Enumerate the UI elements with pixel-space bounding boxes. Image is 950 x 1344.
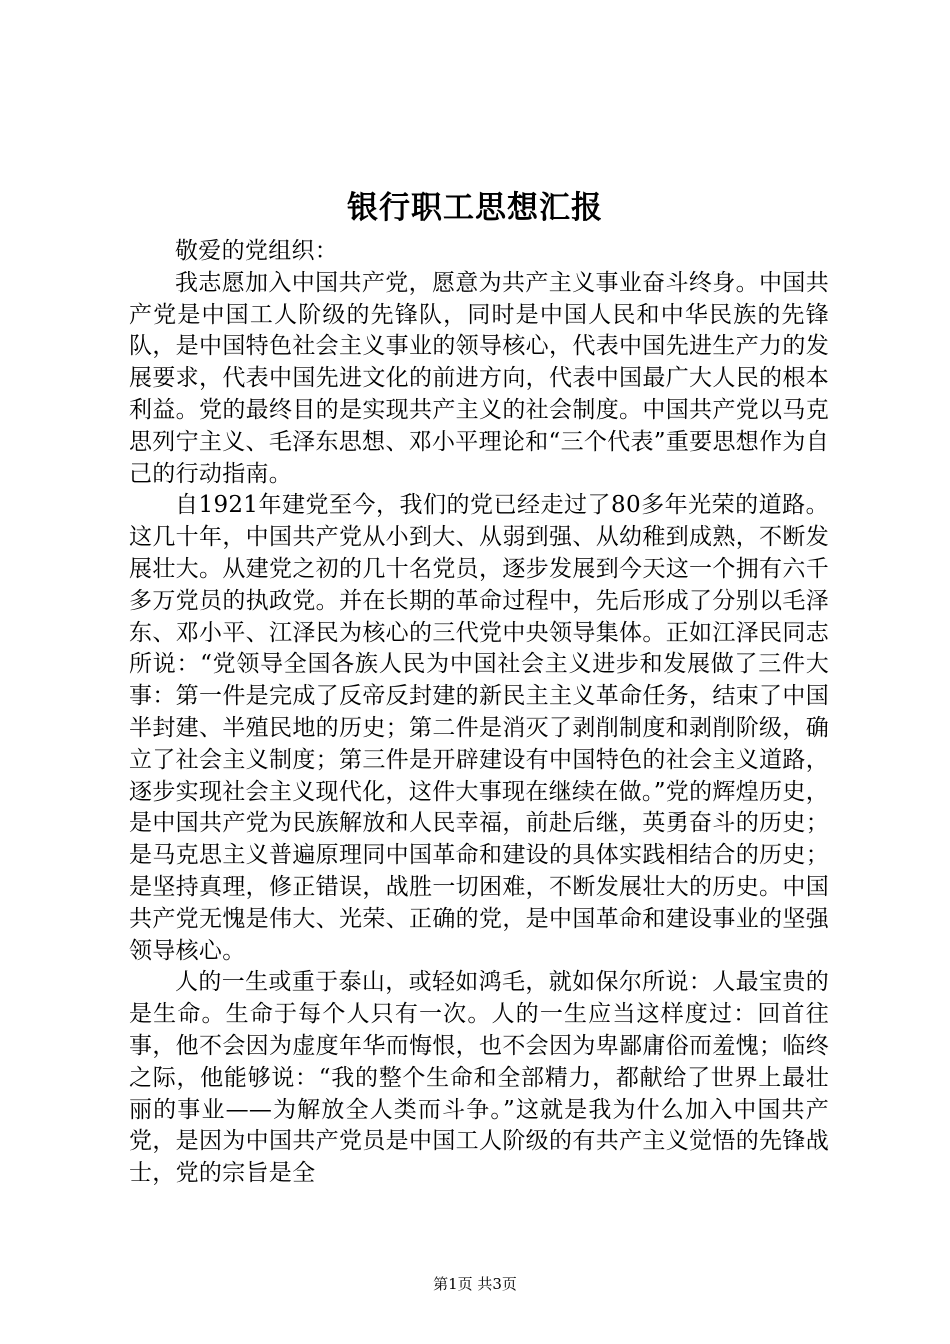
document-body	[129, 236, 829, 1190]
paragraph-1: 我志愿加入中国共产党，愿意为共产主义事业奋斗终身。中国共产党是中国工人阶级的先锋队，同时是中国人民和中华民族的先锋队，是中国特色社会主义事业的领导核心，代表中国先进生产力的发展要求，代表中国先进文化的前进方向，代表中国最广大人民的根本利益。党的最终目的是实现共产主义的社会制度。中国共产党以马克思列宁主义、毛泽东思想、邓小平理论和“三个代表”重要思想作为自己的行动指南。	[129, 269, 829, 487]
salutation: 敬爱的党组织：	[175, 238, 339, 264]
paragraph-3: 人的一生或重于泰山，或轻如鸿毛，就如保尔所说：人最宝贵的是生命。生命于每个人只有一次。人的一生应当这样度过：回首往事，他不会因为虚度年华而悔恨，也不会因为卑鄙庸俗而羞愧；临终之际，他能够说：“我的整个生命和全部精力，都献给了世界上最壮丽的事业——为解放全人类而斗争。”这就是我为什么加入中国共产党，是因为中国共产党员是中国工人阶级的有共产主义觉悟的先锋战士，党的宗旨是全	[129, 969, 829, 1187]
page-footer: 第1页 共3页	[433, 1275, 517, 1293]
paragraph-2: 自1921年建党至今，我们的党已经走过了80多年光荣的道路。这几十年，中国共产党从小到大、从弱到强、从幼稚到成熟，不断发展壮大。从建党之初的几十名党员，逐步发展到今天这一个拥有六千多万党员的执政党。并在长期的革命过程中，先后形成了分别以毛泽东、邓小平、江泽民为核心的三代党中央领导集体。正如江泽民同志所说：“党领导全国各族人民为中国社会主义进步和发展做了三件大事：第一件是完成了反帝反封建的新民主主义革命任务，结束了中国半封建、半殖民地的历史；第二件是消灭了剥削制度和剥削阶级，确立了社会主义制度；第三件是开辟建设有中国特色的社会主义道路，逐步实现社会主义现代化，这件大事现在继续在做。”党的辉煌历史，是中国共产党为民族解放和人民幸福，前赴后继，英勇奋斗的历史；是马克思主义普遍原理同中国革命和建设的具体实践相结合的历史；是坚持真理，修正错误，战胜一切困难，不断发展壮大的历史。中国共产党无愧是伟大、光荣、正确的党，是中国革命和建设事业的坚强领导核心。	[129, 492, 829, 964]
document-title: 银行职工思想汇报	[347, 190, 603, 226]
